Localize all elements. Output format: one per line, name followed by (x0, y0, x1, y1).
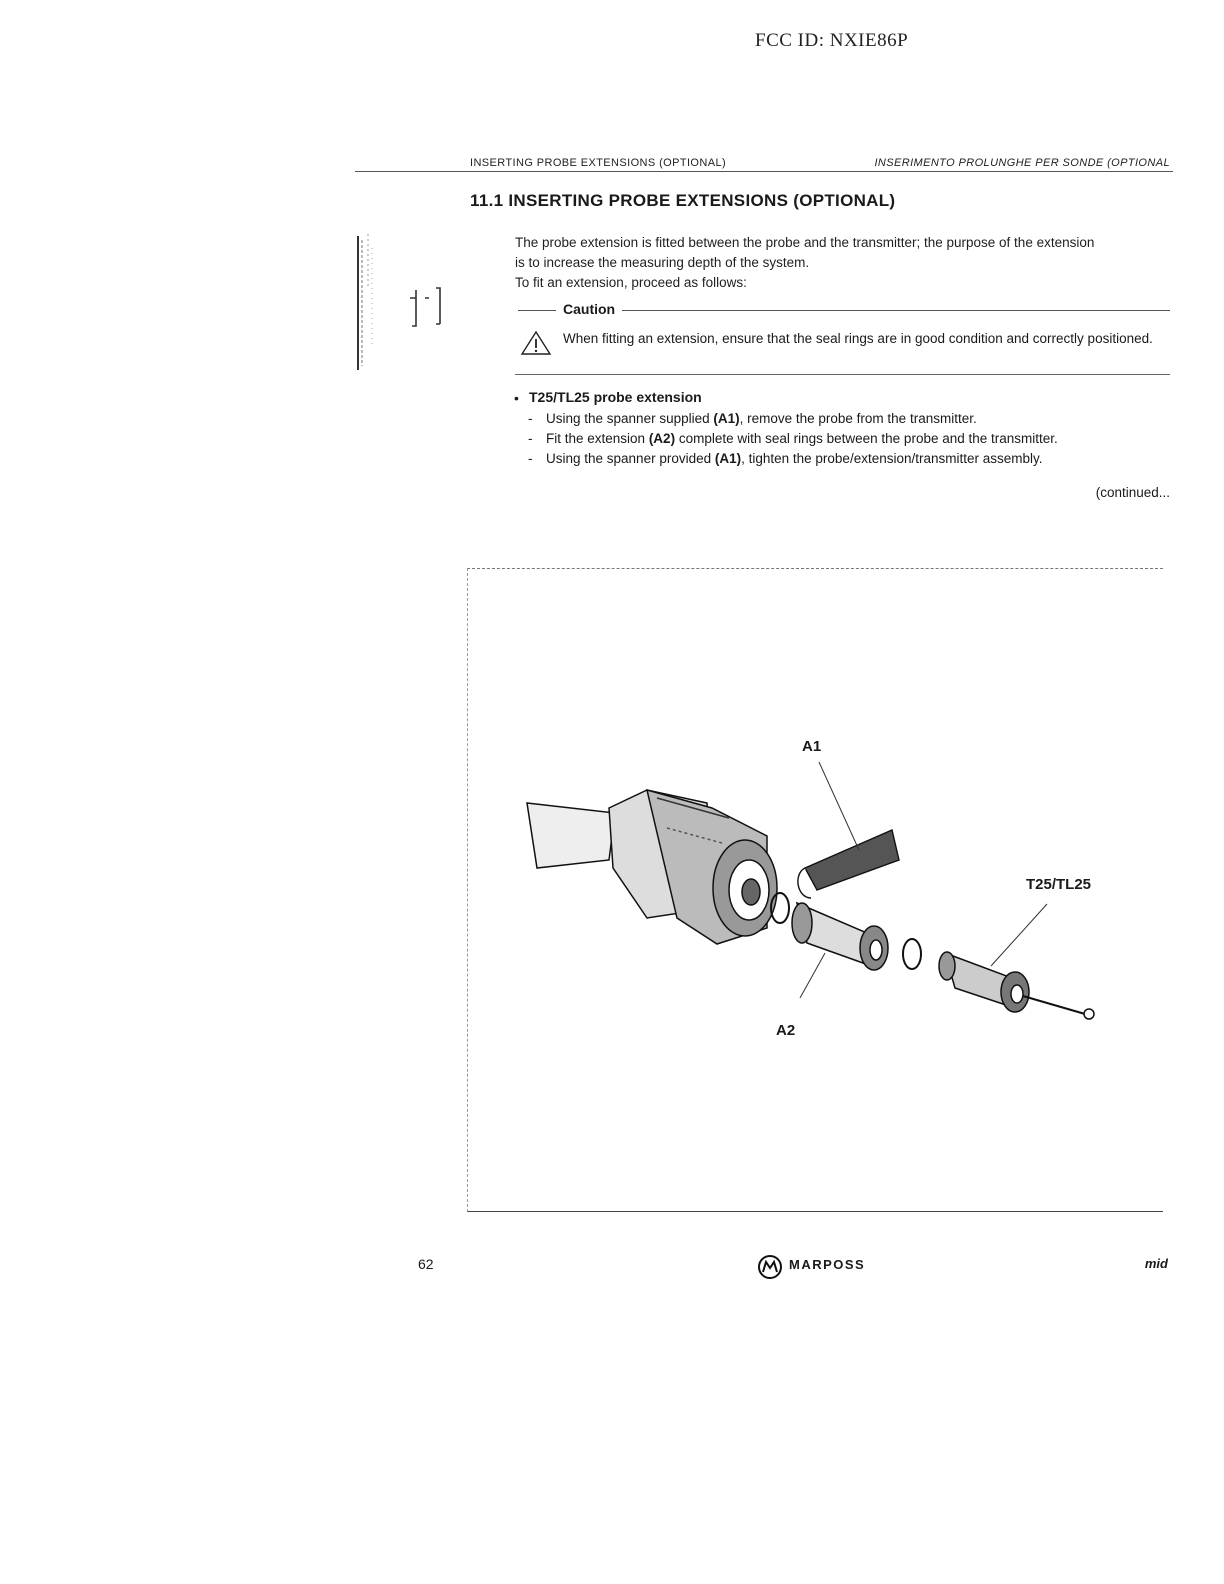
caution-text: When fitting an extension, ensure that the seal rings are in good condition and correctly positioned. (563, 331, 1153, 346)
header-rule (355, 171, 1173, 172)
procedure-title: T25/TL25 probe extension (529, 389, 702, 405)
step-text: Fit the extension (546, 431, 649, 446)
intro-line-2: is to increase the measuring depth of the system. (515, 255, 810, 270)
step-text: , remove the probe from the transmitter. (739, 411, 977, 426)
procedure-step (528, 449, 1043, 469)
fcc-id: FCC ID: NXIE86P (755, 30, 909, 51)
step-ref: (A1) (714, 451, 742, 466)
footer-right: mid (1144, 1256, 1168, 1271)
step-ref: (A2) (648, 431, 676, 446)
procedure-step (528, 429, 1058, 449)
page-number: 62 (418, 1256, 434, 1272)
label-a1: A1 (802, 738, 822, 755)
label-a2: A2 (776, 1022, 796, 1039)
step-text: , tighten the probe/extension/transmitter assembly. (741, 451, 1043, 466)
running-header-right: INSERIMENTO PROLUNGHE PER SONDE (OPTIONAL (874, 157, 1170, 169)
continued-note: (continued... (1095, 485, 1170, 500)
bullet-icon: • (514, 390, 519, 406)
label-probe: T25/TL25 (1026, 876, 1092, 893)
caution-rule-right (622, 310, 1170, 311)
caution-rule-bottom (515, 374, 1170, 375)
running-header-left: INSERTING PROBE EXTENSIONS (OPTIONAL) (470, 157, 727, 169)
dash-glyph: - (528, 411, 533, 426)
caution-title: Caution (563, 301, 616, 317)
intro-line-3: To fit an extension, proceed as follows: (515, 275, 747, 290)
step-text: complete with seal rings between the probe and the transmitter. (675, 431, 1058, 446)
dash-glyph: - (528, 451, 533, 466)
step-text: Using the spanner provided (546, 451, 715, 466)
step-text: Using the spanner supplied (546, 411, 714, 426)
brand-name: MARPOSS (789, 1257, 866, 1272)
step-ref: (A1) (713, 411, 740, 426)
caution-rule-left (518, 310, 556, 311)
dash-glyph: - (528, 431, 533, 446)
section-title: 11.1 INSERTING PROBE EXTENSIONS (OPTIONAL) (470, 191, 896, 210)
procedure-step (528, 409, 977, 429)
marposs-logo-icon (757, 1254, 783, 1280)
warning-triangle-icon (520, 330, 552, 356)
intro-line-1: The probe extension is fitted between the probe and the transmitter; the purpose of the extension (515, 235, 1095, 250)
margin-scan-marks (352, 228, 452, 378)
